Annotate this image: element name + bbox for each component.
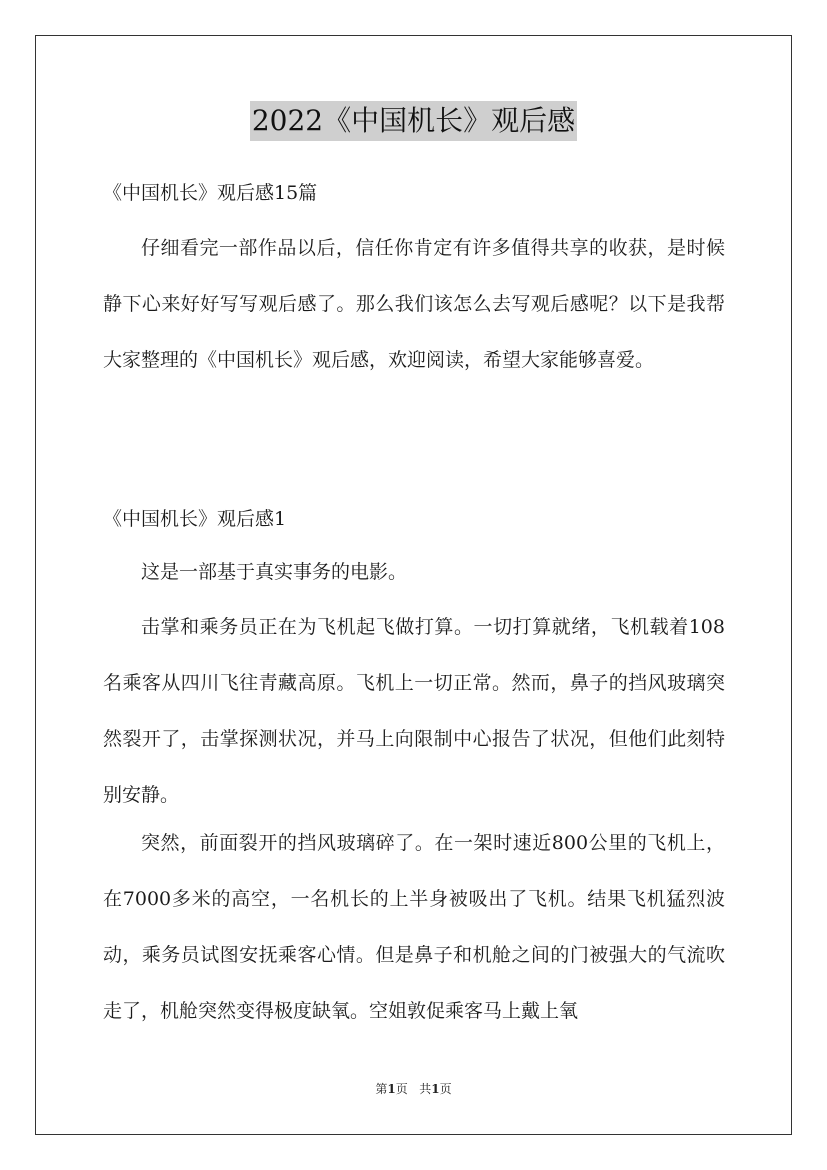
page-total: 1: [431, 1082, 440, 1096]
page-label-suffix: 页: [395, 1082, 408, 1096]
page-footer: [0, 1081, 827, 1097]
page-number: 1: [387, 1082, 396, 1096]
body-paragraph: 突然，前面裂开的挡风玻璃碎了。在一架时速近800公里的飞机上，在7000多米的高空，一名机长的上半身被吸出了飞机。结果飞机猛烈波动，乘务员试图安抚乘客心情。但是鼻子和机舱之间的门被强大的气流吹走了，机舱突然变得极度缺氧。空姐敦促乘客马上戴上氧: [103, 832, 725, 1022]
intro-paragraph: 仔细看完一部作品以后，信任你肯定有许多值得共享的收获，是时候静下心来好好写写观后感了。那么我们该怎么去写观后感呢？以下是我帮大家整理的《中国机长》观后感，欢迎阅读，希望大家能够喜爱。: [103, 237, 725, 371]
document-subtitle: 《中国机长》观后感15篇: [103, 182, 318, 204]
body-paragraph: 这是一部基于真实事务的电影。: [141, 561, 408, 583]
section-heading: 《中国机长》观后感1: [103, 508, 287, 530]
total-label-suffix: 页: [439, 1082, 452, 1096]
title-container: [0, 101, 827, 141]
page-label-prefix: 第: [375, 1082, 388, 1096]
body-paragraph: 击掌和乘务员正在为飞机起飞做打算。一切打算就绪，飞机载着108名乘客从四川飞往青藏高原。飞机上一切正常。然而，鼻子的挡风玻璃突然裂开了，击掌探测状况，并马上向限制中心报告了状况，但他们此刻特别安静。: [103, 616, 725, 806]
document-title: 2022《中国机长》观后感: [250, 101, 577, 141]
total-label-prefix: 共: [419, 1082, 432, 1096]
